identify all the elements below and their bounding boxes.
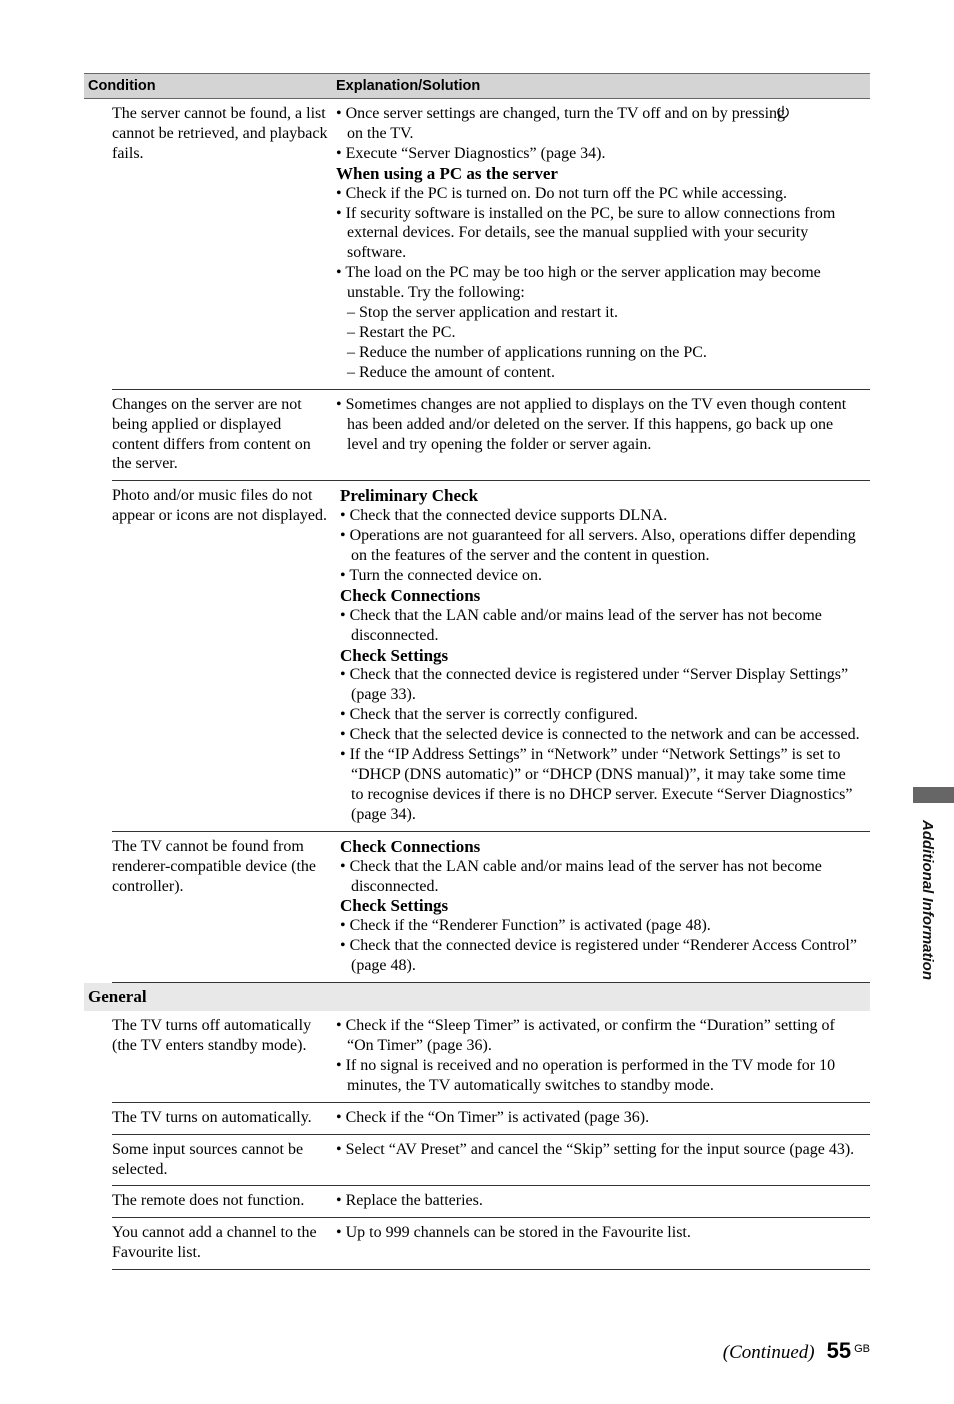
explanation-cell: [336, 1223, 870, 1263]
table-row: [112, 390, 870, 482]
bullet-item: [340, 566, 862, 586]
item-text: – Restart the PC.: [347, 323, 456, 341]
item-text: – Reduce the amount of content.: [347, 363, 555, 381]
table-row: [112, 1135, 870, 1187]
item-text: • Check that the connected device supports DLNA.: [340, 507, 668, 525]
condition-cell: Photo and/or music files do not appear or icons are not displayed.: [112, 487, 328, 525]
bullet-item: [340, 745, 862, 825]
subheading: [336, 164, 862, 184]
bullet-item: [340, 606, 862, 646]
page-number: 55: [826, 1338, 852, 1363]
item-text: • Turn the connected device on.: [340, 566, 542, 584]
power-icon: [787, 105, 801, 119]
table-row: [112, 1011, 870, 1103]
explanation-cell: [336, 104, 870, 383]
item-text: • Replace the batteries.: [336, 1192, 483, 1210]
header-condition: Condition: [88, 78, 156, 94]
item-text: Check Settings: [340, 645, 449, 665]
item-text: • Once server settings are changed, turn the TV off and on by pressing: [336, 105, 786, 122]
item-text: • Operations are not guaranteed for all servers. Also, operations differ depending on the features of the server and the content in question.: [340, 527, 856, 565]
dash-item: [336, 343, 862, 363]
table-row: [112, 481, 870, 831]
item-text: • Select “AV Preset” and cancel the “Skip” setting for the input source (page 43).: [336, 1140, 855, 1158]
bullet-item: [336, 204, 862, 264]
item-text: • Check that the connected device is registered under “Server Display Settings” (page 33).: [340, 666, 849, 704]
bullet-item: [336, 104, 862, 124]
item-text: Check Settings: [340, 896, 449, 916]
table-row: [112, 1218, 870, 1270]
condition-cell: The TV turns on automatically.: [112, 1108, 312, 1126]
bullet-item: [336, 1223, 862, 1243]
item-text: • If the “IP Address Settings” in “Network” under “Network Settings” is set to “DHCP (DNS automatic)” or “DHCP (DNS manual)”, it may take some time to recognise devices if there is no DHCP server. Execute “Server Diagnostics” (page 34).: [340, 746, 853, 823]
general-rows: [84, 1011, 870, 1270]
bullet-item: [336, 144, 862, 164]
explanation-cell: [336, 837, 870, 976]
bullet-item: [340, 936, 862, 976]
bullet-item: [340, 725, 862, 745]
header-explanation: Explanation/Solution: [336, 78, 481, 94]
bullet-item: [336, 1016, 862, 1056]
explanation-cell: [336, 395, 870, 475]
bullet-item: [340, 526, 862, 566]
table-row: [112, 832, 870, 983]
item-text: When using a PC as the server: [336, 163, 558, 183]
page-footer: [600, 1338, 870, 1364]
bullet-item: [336, 263, 862, 303]
subheading: [340, 896, 862, 916]
item-text: – Reduce the number of applications running on the PC.: [347, 343, 707, 361]
explanation-cell: [336, 1191, 870, 1211]
item-text: – Stop the server application and restart it.: [347, 304, 619, 322]
section-tab-marker: [913, 787, 954, 803]
subheading: [340, 837, 862, 857]
condition-cell: The remote does not function.: [112, 1192, 305, 1210]
troubleshooting-table: [84, 73, 870, 1270]
item-text: • If security software is installed on the PC, be sure to allow connections from external devices. For details, see the manual supplied with your security software.: [336, 204, 836, 262]
item-text: Preliminary Check: [340, 486, 479, 506]
condition-cell: The TV cannot be found from renderer-compatible device (the controller).: [112, 837, 317, 895]
table-row: [112, 1103, 870, 1135]
bullet-item: [336, 1140, 862, 1160]
item-text: • Check that the LAN cable and/or mains lead of the server has not become disconnected.: [340, 606, 822, 644]
item-text: • Check that the connected device is registered under “Renderer Access Control” (page 48).: [340, 937, 857, 975]
item-text: Check Connections: [340, 585, 481, 605]
bullet-item: [340, 506, 862, 526]
condition-cell: Changes on the server are not being applied or displayed content differs from content on the server.: [112, 395, 311, 473]
table-row: [112, 1186, 870, 1218]
bullet-item: [336, 184, 862, 204]
bullet-item: [340, 665, 862, 705]
item-text: • If no signal is received and no operation is performed in the TV mode for 10 minutes, the TV automatically switches to standby mode.: [336, 1056, 836, 1094]
explanation-cell: [336, 1016, 870, 1096]
explanation-cell: [336, 1108, 870, 1128]
table-row: [112, 99, 870, 390]
subheading: [340, 646, 862, 666]
item-text: • Check if the “Renderer Function” is activated (page 48).: [340, 917, 711, 935]
item-text: • Check if the “Sleep Timer” is activated, or confirm the “Duration” setting of “On Timer” (page 36).: [336, 1017, 835, 1054]
condition-cell: The TV turns off automatically (the TV enters standby mode).: [112, 1017, 312, 1054]
bullet-item: [340, 705, 862, 725]
bullet-item: [336, 1108, 862, 1128]
subheading: [340, 486, 862, 506]
bullet-item: [336, 395, 862, 455]
item-text: • Check that the server is correctly configured.: [340, 706, 638, 724]
subheading: [340, 586, 862, 606]
item-text: • The load on the PC may be too high or the server application may become unstable. Try the following:: [336, 264, 821, 302]
item-text: on the TV.: [347, 124, 414, 142]
bullet-item: [336, 1191, 862, 1211]
section-side-label: Additional Information: [919, 820, 936, 980]
item-text: • Check if the “On Timer” is activated (page 36).: [336, 1108, 650, 1126]
explanation-cell: [336, 486, 870, 824]
bullet-item: [340, 857, 862, 897]
network-rows: [84, 99, 870, 983]
bullet-item: [336, 124, 862, 144]
item-text: • Sometimes changes are not applied to displays on the TV even though content has been added and/or deleted on the server. If this happens, go back up one level and try opening the folder or server again.: [336, 395, 847, 453]
explanation-cell: [336, 1140, 870, 1180]
condition-cell: You cannot add a channel to the Favourite list.: [112, 1224, 317, 1262]
page-region-suffix: GB: [854, 1343, 870, 1355]
item-text: Check Connections: [340, 836, 481, 856]
item-text: • Execute “Server Diagnostics” (page 34).: [336, 144, 606, 162]
bullet-item: [336, 1056, 862, 1096]
item-text: • Up to 999 channels can be stored in the Favourite list.: [336, 1224, 691, 1242]
condition-cell: Some input sources cannot be selected.: [112, 1140, 304, 1178]
item-text: • Check that the selected device is connected to the network and can be accessed.: [340, 726, 860, 744]
continued-label: (Continued): [722, 1342, 815, 1363]
bullet-item: [340, 916, 862, 936]
section-general-heading: General: [84, 983, 870, 1011]
condition-cell: The server cannot be found, a list cannot be retrieved, and playback fails.: [112, 105, 328, 162]
dash-item: [336, 303, 862, 323]
item-text: • Check that the LAN cable and/or mains lead of the server has not become disconnected.: [340, 857, 822, 895]
item-text: • Check if the PC is turned on. Do not turn off the PC while accessing.: [336, 184, 788, 202]
dash-item: [336, 323, 862, 343]
dash-item: [336, 363, 862, 383]
table-header: [84, 73, 870, 99]
